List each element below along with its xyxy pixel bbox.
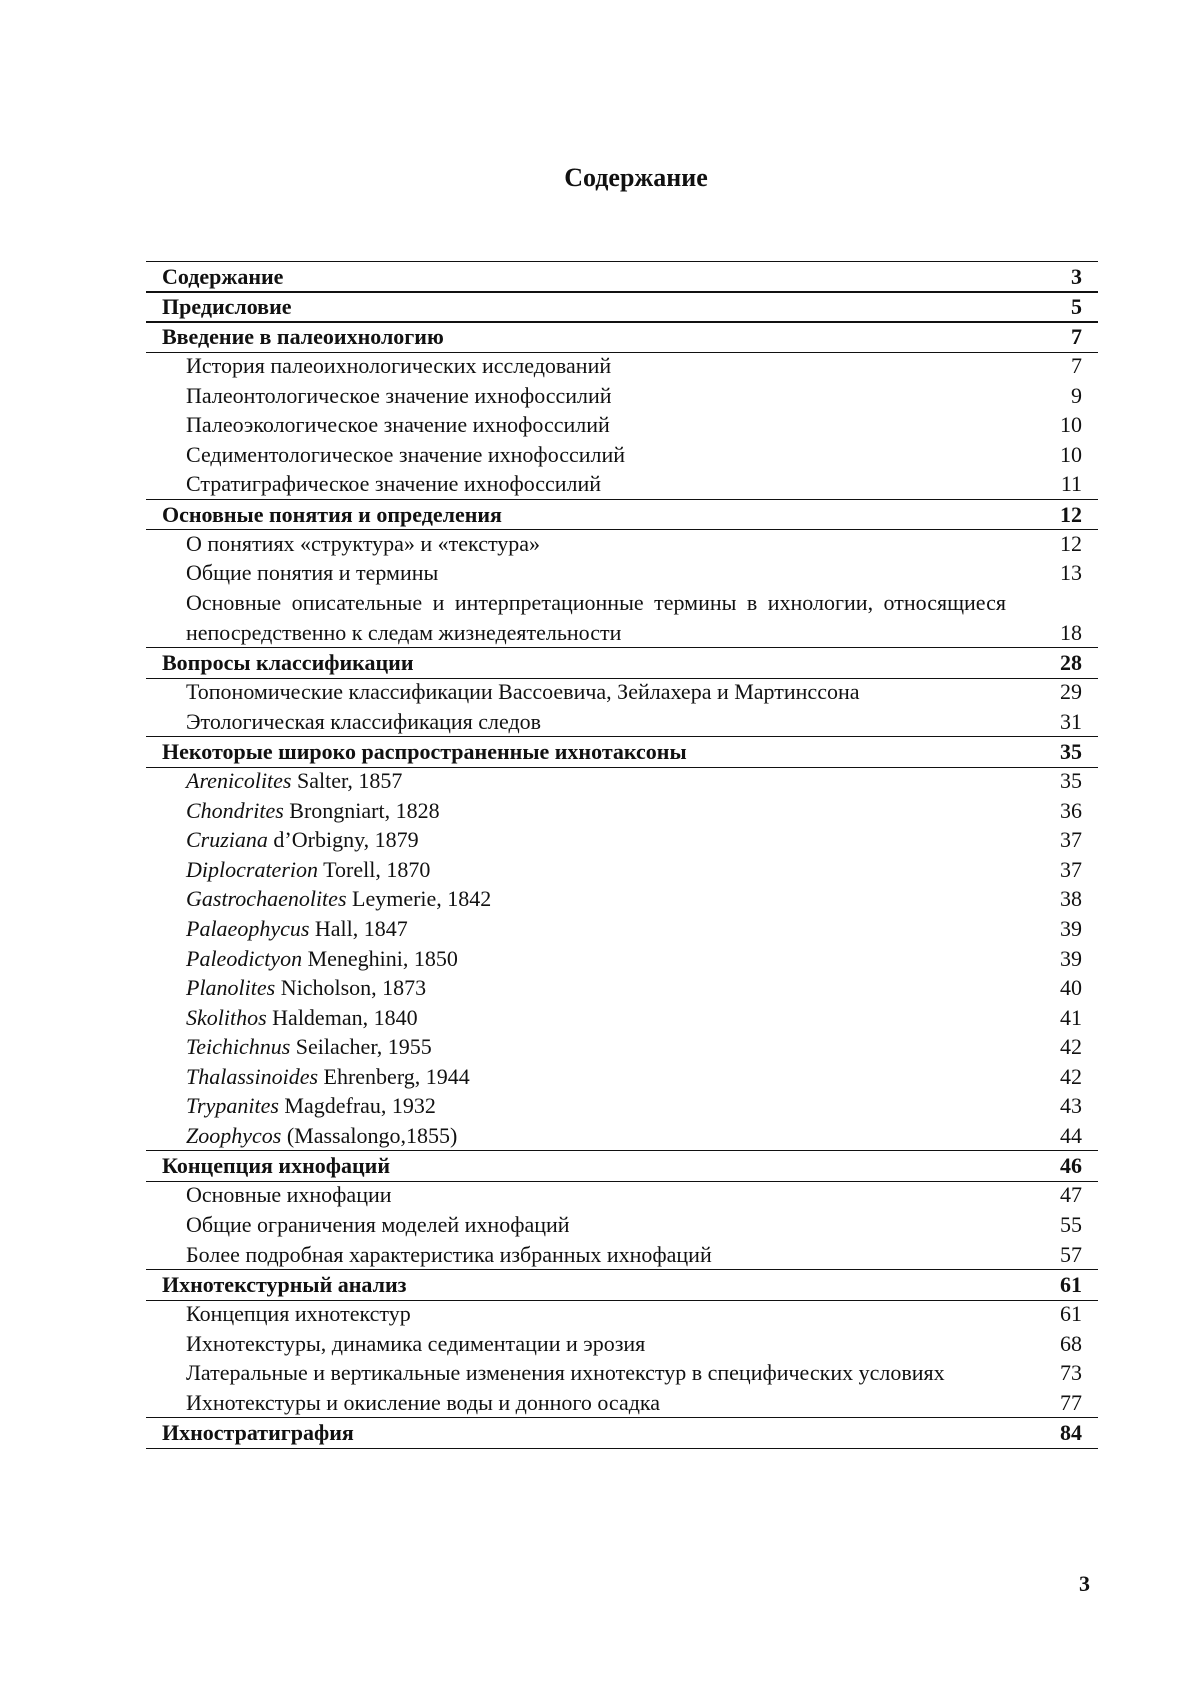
toc-entry-title: Ихнотекстуры, динамика седиментации и эрозия <box>186 1330 646 1356</box>
toc-entry-row <box>146 1358 1098 1388</box>
toc-page-number: 41 <box>1060 1004 1082 1030</box>
toc-page-number: 84 <box>1060 1420 1082 1446</box>
toc-entry-row <box>146 1180 1098 1210</box>
ichnotaxon-name: Trypanites <box>186 1093 279 1119</box>
toc-entry-title: Некоторые широко распространенные ихнотаксоны <box>162 739 687 765</box>
toc-entry-row <box>146 944 1098 974</box>
toc-page-number: 28 <box>1060 650 1082 676</box>
ichnotaxon-name: Planolites <box>186 975 276 1001</box>
toc-entry-row <box>146 884 1098 914</box>
toc-entry-row <box>146 914 1098 944</box>
toc-entry-row <box>146 381 1098 411</box>
toc-page-number: 39 <box>1060 945 1082 971</box>
toc-entry-title: Основные ихнофации <box>186 1182 392 1208</box>
toc-entry-title: Палеонтологическое значение ихнофоссилий <box>186 382 612 408</box>
toc-entry-title: Основные понятия и определения <box>162 501 502 527</box>
toc-page-number: 9 <box>1071 382 1082 408</box>
toc-page-number: 37 <box>1060 827 1082 853</box>
toc-page-number: 13 <box>1060 560 1082 586</box>
toc-section-row <box>146 1269 1098 1301</box>
toc-page-number: 61 <box>1060 1301 1082 1327</box>
toc-entry-row <box>146 1121 1098 1151</box>
toc-section-row <box>146 1417 1098 1448</box>
toc-entry-title <box>186 1032 1042 1062</box>
ichnotaxon-author: d’Orbigny, 1879 <box>273 827 419 853</box>
toc-page-number: 12 <box>1060 530 1082 556</box>
toc-section-row <box>146 1150 1098 1182</box>
page-number: 3 <box>1079 1571 1090 1596</box>
toc-entry-row <box>146 588 1098 647</box>
toc-section-row <box>146 647 1098 679</box>
toc-entry-title <box>186 825 1042 855</box>
toc-page-number: 18 <box>1060 619 1082 645</box>
toc-entry-title: Латеральные и вертикальные изменения ихнотекстур в специфических условиях <box>186 1360 945 1386</box>
toc-entry-row <box>146 1003 1098 1033</box>
toc-entry-title: Стратиграфическое значение ихнофоссилий <box>186 471 602 497</box>
ichnotaxon-name: Chondrites <box>186 797 284 823</box>
ichnotaxon-author: Hall, 1847 <box>314 916 408 942</box>
toc-entry-title: Основные описательные и интерпретационные термины в ихнологии, относящиеся непосредственно к следам жизнедеятельности <box>186 590 1006 645</box>
toc-page-number: 68 <box>1060 1330 1082 1356</box>
ichnotaxon-name: Zoophycos <box>186 1122 282 1148</box>
toc-entry-title: Введение в палеоихнологию <box>162 324 444 350</box>
toc-entry-title <box>186 855 1042 885</box>
toc-entry-title <box>186 796 1042 826</box>
toc-entry-title: Содержание <box>162 264 284 289</box>
toc-entry-title <box>186 1003 1042 1033</box>
toc-page-number: 43 <box>1060 1093 1082 1119</box>
toc-entry-title: Более подробная характеристика избранных ихнофаций <box>186 1241 712 1267</box>
toc-entry-title <box>186 914 1042 944</box>
toc-entry-title: Концепция ихнофаций <box>162 1153 391 1179</box>
toc-page-number: 73 <box>1060 1360 1082 1386</box>
toc-page-number: 39 <box>1060 916 1082 942</box>
toc-entry-row <box>146 558 1098 588</box>
toc-entry-row <box>146 1388 1098 1418</box>
toc-entry-title <box>186 944 1042 974</box>
ichnotaxon-name: Cruziana <box>186 827 268 853</box>
toc-entry-title: История палеоихнологических исследований <box>186 353 612 379</box>
ichnotaxon-name: Paleodictyon <box>186 945 303 971</box>
toc-entry-row <box>146 351 1098 381</box>
ichnotaxon-author: Leymerie, 1842 <box>352 886 492 912</box>
toc-page-number: 7 <box>1071 324 1082 350</box>
toc-section-row <box>146 291 1098 323</box>
toc-page-number: 44 <box>1060 1122 1082 1148</box>
toc-page-number: 37 <box>1060 856 1082 882</box>
toc-page-number: 77 <box>1060 1389 1082 1415</box>
toc-section-row <box>146 499 1098 531</box>
toc-entry-title: О понятиях «структура» и «текстура» <box>186 530 541 556</box>
ichnotaxon-name: Thalassinoides <box>186 1063 319 1089</box>
table-of-contents <box>146 261 1098 1449</box>
toc-entry-row <box>146 796 1098 826</box>
toc-entry-row <box>146 1210 1098 1240</box>
ichnotaxon-name: Gastrochaenolites <box>186 886 347 912</box>
ichnotaxon-author: Ehrenberg, 1944 <box>323 1063 470 1089</box>
toc-entry-row <box>146 1299 1098 1329</box>
toc-page-number: 3 <box>1071 264 1082 289</box>
ichnotaxon-name: Palaeophycus <box>186 916 310 942</box>
toc-entry-title: Вопросы классификации <box>162 650 414 676</box>
toc-entry-title: Общие ограничения моделей ихнофаций <box>186 1212 570 1237</box>
toc-page-number: 57 <box>1060 1241 1082 1267</box>
ichnotaxon-author: Magdefrau, 1932 <box>284 1093 436 1119</box>
toc-entry-row <box>146 855 1098 885</box>
toc-page-number: 35 <box>1060 768 1082 794</box>
ichnotaxon-author: Salter, 1857 <box>297 768 403 794</box>
toc-entry-row <box>146 1091 1098 1121</box>
ichnotaxon-name: Arenicolites <box>186 768 292 794</box>
ichnotaxon-author: (Massalongo,1855) <box>286 1122 458 1148</box>
toc-page-number: 11 <box>1060 471 1082 497</box>
ichnotaxon-name: Teichichnus <box>186 1034 291 1060</box>
toc-page-number: 42 <box>1060 1034 1082 1060</box>
toc-page-number: 5 <box>1071 294 1082 320</box>
ichnotaxon-author: Seilacher, 1955 <box>295 1034 432 1060</box>
toc-entry-title: Этологическая классификация следов <box>186 708 542 734</box>
toc-entry-title: Палеоэкологическое значение ихнофоссилий <box>186 412 610 438</box>
toc-section-row <box>146 736 1098 768</box>
toc-page-number: 61 <box>1060 1272 1082 1298</box>
toc-entry-title <box>186 973 1042 1003</box>
toc-entry-title <box>186 1062 1042 1092</box>
ichnotaxon-author: Torell, 1870 <box>323 856 431 882</box>
toc-entry-title <box>186 1121 1042 1151</box>
toc-section-row <box>146 321 1098 353</box>
toc-entry-title <box>186 766 1042 796</box>
toc-page-number: 40 <box>1060 975 1082 1001</box>
toc-page-number: 42 <box>1060 1063 1082 1089</box>
toc-entry-title <box>186 1091 1042 1121</box>
toc-entry-title: Общие понятия и термины <box>186 560 439 586</box>
toc-page-number: 7 <box>1071 353 1082 379</box>
toc-entry-row <box>146 410 1098 440</box>
ichnotaxon-name: Diplocraterion <box>186 856 318 882</box>
toc-entry-row <box>146 973 1098 1003</box>
toc-entry-row <box>146 707 1098 737</box>
ichnotaxon-author: Brongniart, 1828 <box>289 797 440 823</box>
toc-entry-row <box>146 529 1098 559</box>
toc-entry-row <box>146 1240 1098 1270</box>
toc-page-number: 31 <box>1060 708 1082 734</box>
toc-page-number: 36 <box>1060 797 1082 823</box>
ichnotaxon-author: Meneghini, 1850 <box>307 945 458 971</box>
toc-entry-row <box>146 677 1098 707</box>
toc-entry-title: Концепция ихнотекстур <box>186 1301 411 1327</box>
toc-page-number: 10 <box>1060 441 1082 467</box>
toc-page-number: 55 <box>1060 1212 1082 1237</box>
toc-entry-row <box>146 1032 1098 1062</box>
toc-entry-title: Седиментологическое значение ихнофоссилий <box>186 441 626 467</box>
toc-page-number: 35 <box>1060 739 1082 765</box>
toc-page-number: 29 <box>1060 679 1082 705</box>
toc-entry-title <box>186 884 1042 914</box>
toc-entry-title: Ихнотекстурный анализ <box>162 1272 407 1298</box>
toc-entry-row <box>146 469 1098 499</box>
ichnotaxon-author: Nicholson, 1873 <box>280 975 427 1001</box>
page-title: Содержание <box>564 163 708 192</box>
toc-entry-row <box>146 1062 1098 1092</box>
toc-page-number: 12 <box>1060 501 1082 527</box>
toc-section-row <box>146 262 1098 293</box>
toc-entry-row <box>146 825 1098 855</box>
toc-page-number: 47 <box>1060 1182 1082 1208</box>
toc-entry-row <box>146 766 1098 796</box>
toc-entry-title: Предисловие <box>162 294 292 320</box>
toc-page-number: 38 <box>1060 886 1082 912</box>
ichnotaxon-name: Skolithos <box>186 1004 267 1030</box>
ichnotaxon-author: Haldeman, 1840 <box>272 1004 418 1030</box>
toc-entry-title: Топономические классификации Вассоевича, Зейлахера и Мартинссона <box>186 679 860 705</box>
toc-entry-title: Ихнотекстуры и окисление воды и донного осадка <box>186 1389 661 1415</box>
toc-entry-row <box>146 440 1098 470</box>
toc-entry-row <box>146 1329 1098 1359</box>
toc-entry-title: Ихностратиграфия <box>162 1420 354 1446</box>
toc-page-number: 10 <box>1060 412 1082 438</box>
toc-page-number: 46 <box>1060 1153 1082 1179</box>
